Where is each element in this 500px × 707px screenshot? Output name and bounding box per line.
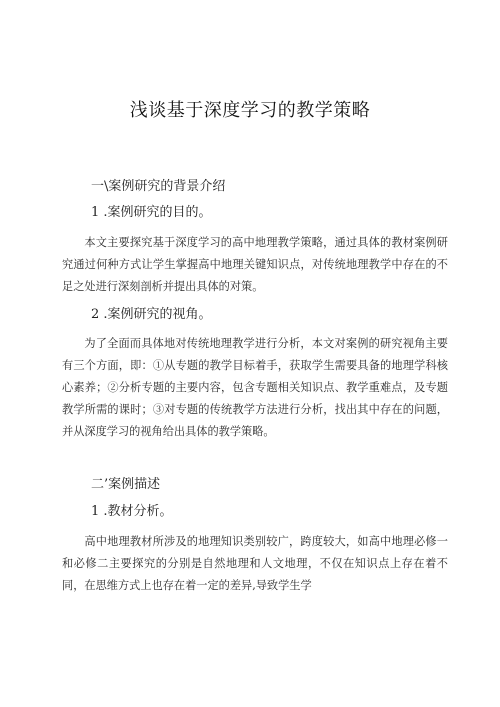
- paragraph-textbook-analysis: 高中地理教材所涉及的地理知识类别较广，跨度较大，如高中地理必修一和必修二主要探究的分别是自然地理和人文地理，不仅在知识点上存在着不同，在思维方式上也存在着一定的差异,导致学生学: [62, 535, 448, 592]
- paragraph-purpose: 本文主要探究基于深度学习的高中地理教学策略，通过具体的教材案例研究通过何种方式让学生掌握高中地理关键知识点，对传统地理教学中存在的不足之处进行深刻剖析并提出具体的对策。: [62, 236, 448, 293]
- subsection-heading-purpose: 1 .案例研究的目的。: [91, 205, 212, 220]
- paragraph-perspective: 为了全面而具体地对传统地理教学进行分析，本文对案例的研究视角主要有三个方面，即：①从专题的教学目标着手，获取学生需要具备的地理学科核心素养；②分析专题的主要内容，包含专题相关知识点、教学重难点，及专题教学所需的课时；③对专题的传统教学方法进行分析，找出其中存在的问题，并从深度学习的视角给出具体的教学策略。: [62, 337, 448, 438]
- section-heading-background: 一\案例研究的背景介绍: [91, 179, 226, 194]
- subsection-heading-perspective: 2 .案例研究的视角。: [91, 307, 212, 322]
- subsection-heading-textbook-analysis: 1 .教材分析。: [91, 504, 173, 519]
- section-heading-case-description: 二’案例描述: [91, 477, 161, 492]
- document-title: 浅谈基于深度学习的教学策略: [129, 100, 371, 121]
